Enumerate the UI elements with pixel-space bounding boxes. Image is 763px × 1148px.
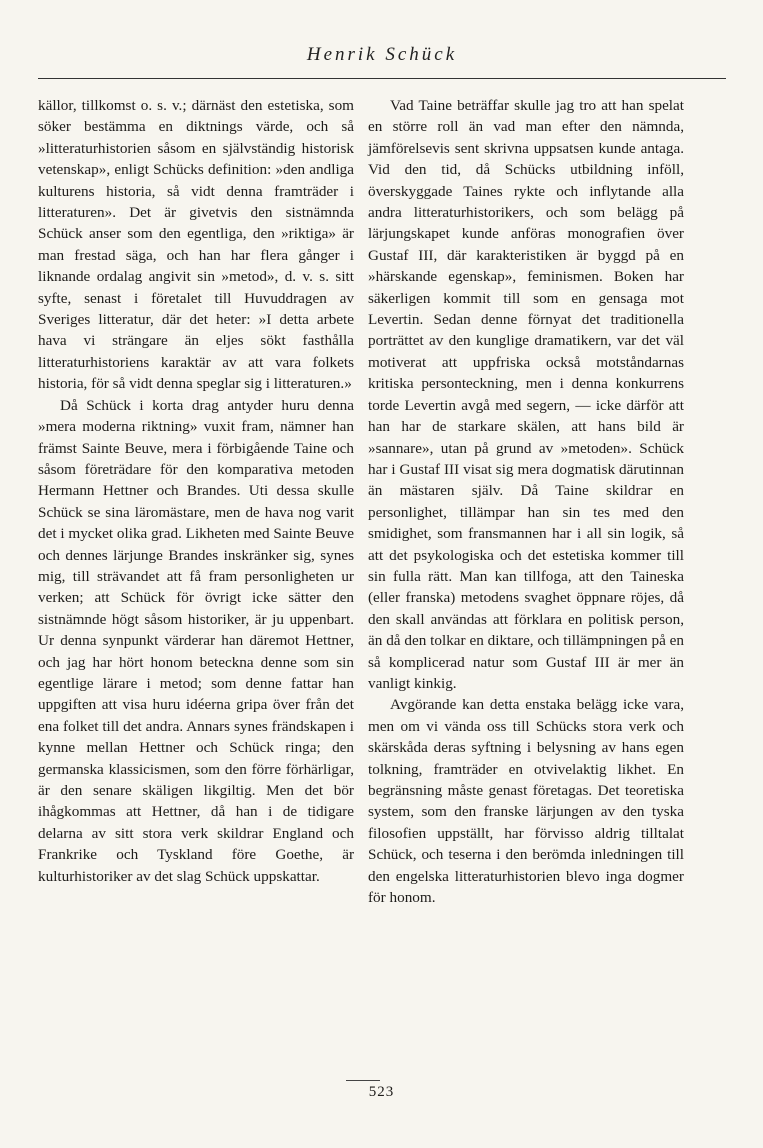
footer-rule: [346, 1080, 380, 1081]
page-number: 523: [368, 1084, 395, 1100]
right-column: [368, 95, 684, 908]
paragraph: Då Schück i korta drag antyder huru denna »mera moderna riktning» vuxit fram, nämner han främst Sainte Beuve, mera i förbigående Taine och såsom företrädare för den komparativa metoden Hermann Hettner och Brandes. Uti dessa skulle Schück se sina läromästare, men de hava nog varit det i mycket olika grad. Likheten med Sainte Beuve och dennes lärjunge Brandes inskränker sig, synes mig, till strävandet att få fram personligheten ur verken; att Schück för övrigt icke sätter den sistnämnde högt såsom historiker, är ju uppenbart. Ur denna synpunkt värderar han däremot Hettner, och jag har hört honom beteckna denne som sin egentlige lärare i metod; som denne fattar han uppgiften att visa huru idéerna gripa över från det ena folket till det andra. Annars synes frändskapen i kynne mellan Hettner och Schück ringa; den germanska klassicismen, som den förre förhärligar, är den senare skäligen likgiltig. Men det bör ihågkommas att Hettner, då han i de tidigare delarna av sitt stora verk skildrar England och Frankrike och Tyskland före Goethe, är kulturhistoriker av det slag Schück uppskattar.: [38, 396, 354, 885]
paragraph: Vad Taine beträffar skulle jag tro att han spelat en större roll än vad man efter den nämnda, jämförelsevis sent skrivna uppsatsen kunde antaga. Vid den tid, då Schücks utbildning inföll, överskyggade Taines rykte och inflytande alla andra litteraturhistorikers, och som belägg på lärjungskapet kunde anföras monografien över Gustaf III, där karakteristiken är byggd på en »härskande egenskap», feminismen. Boken har säkerligen kommit till som en gensaga mot Levertin. Sedan denne förnyat det traditionella porträttet av den kunglige dramatikern, var det väl motiverat att uppfriska också motståndarnas kritiska personteckning, men i denna konkurrens torde Levertin avgå med segern, — icke därför att han har de starkare skälen, att hans bild är »sannare», utan på grund av »metoden». Schück har i Gustaf III visat sig mera dogmatisk därutinnan än mästaren själv. Då Taine skildrar en personlighet, tillämpar han sin tes med den smidighet, som fransmannen har i all sin logik, så att det psykologiska och det estetiska kommer till sin fulla rätt. Man kan tillfoga, att den Taineska (eller franska) metodens svaghet öppnare röjes, då den skall användas att förklara en politisk person, än då den tolkar en diktare, och tillämpningen på en så komplicerad natur som Gustaf III är mer än vanligt kinkig.: [368, 97, 684, 692]
left-column: [38, 95, 354, 887]
header-rule: [38, 78, 726, 79]
running-head: Henrik Schück: [306, 44, 458, 65]
paragraph: källor, tillkomst o. s. v.; därnäst den estetiska, som söker bestämma en diktnings värde, och så »litteraturhistorien såsom en självständig historisk vetenskap», enligt Schücks definition: »den andliga kulturens historia, så vidt denna framträder i litteraturen». Det är givetvis den sistnämnda Schück anser som den egentliga, den »riktiga» är man frestad säga, och han har flera gånger i liknande ordalag angivit sin »metod», d. v. s. sitt syfte, senast i företalet till Huvuddragen av Sveriges litteratur, där det heter: »I detta arbete hava vi strängare än eljes sökt fasthålla litteraturhistoriens karaktär av att vara folkets historia, för så vidt denna speglar sig i litteraturen.»: [38, 97, 354, 393]
paragraph: Avgörande kan detta enstaka belägg icke vara, men om vi vända oss till Schücks stora verk och skärskåda deras syftning i belysning av hans egen tolkning, framträder en otvivelaktig likhet. En begränsning måste genast företagas. Det teoretiska system, som den franske lärjungen av den tyska filosofien uppställt, har förvisso aldrig tilltalat Schück, och teserna i den berömda inledningen till den engelska litteraturhistorien blevo inga dogmer för honom.: [368, 696, 684, 907]
